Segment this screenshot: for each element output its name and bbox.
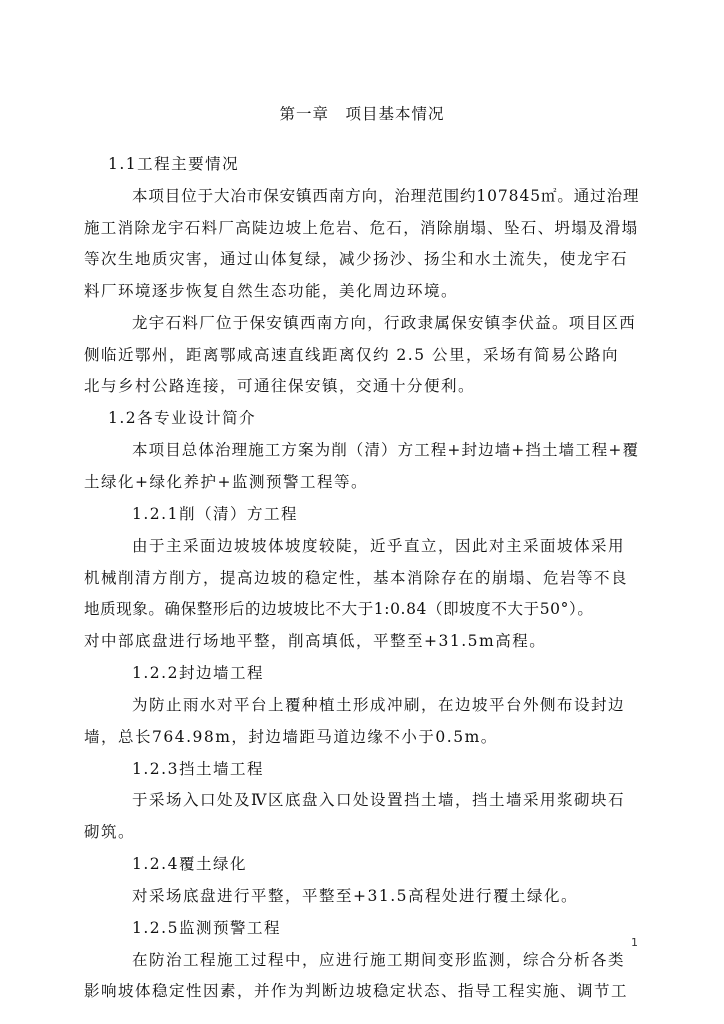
paragraph-line: 为防止雨水对平台上覆种植土形成冲刷，在边坡平台外侧布设封边 <box>132 696 626 714</box>
subsection-heading-1-2-2: 1.2.2封边墙工程 <box>132 664 264 682</box>
section-heading-1-1: 1.1工程主要情况 <box>108 155 240 173</box>
paragraph-line: 墙，总长764.98m，封边墙距马道边缘不小于0.5m。 <box>84 728 498 746</box>
paragraph-line: 本项目位于大冶市保安镇西南方向，治理范围约107845㎡。通过治理 <box>132 187 640 205</box>
paragraph-line: 等次生地质灾害，通过山体复绿，减少扬沙、扬尘和水土流失，使龙宇石 <box>84 250 629 268</box>
paragraph-line: 机械削清方削方，提高边坡的稳定性，基本消除存在的崩塌、危岩等不良 <box>84 569 629 587</box>
subsection-heading-1-2-1: 1.2.1削（清）方工程 <box>132 505 298 523</box>
paragraph-line: 由于主采面边坡坡体坡度较陡，近乎直立，因此对主采面坡体采用 <box>132 537 626 555</box>
paragraph-line: 北与乡村公路连接，可通往保安镇，交通十分便利。 <box>84 377 476 395</box>
paragraph-line: 对采场底盘进行平整，平整至+31.5高程处进行覆土绿化。 <box>132 887 579 905</box>
subsection-heading-1-2-4: 1.2.4覆土绿化 <box>132 855 247 873</box>
page-number: 1 <box>631 936 638 949</box>
section-heading-1-2: 1.2各专业设计简介 <box>108 409 257 427</box>
paragraph-line: 于采场入口处及Ⅳ区底盘入口处设置挡土墙，挡土墙采用浆砌块石 <box>132 791 625 809</box>
paragraph-line: 地质现象。确保整形后的边坡坡比不大于1:0.84（即坡度不大于50°）。 <box>84 600 594 618</box>
paragraph-line: 在防治工程施工过程中，应进行施工期间变形监测，综合分析各类 <box>132 951 626 969</box>
paragraph-line: 料厂环境逐步恢复自然生态功能，美化周边环境。 <box>84 282 459 300</box>
paragraph-line: 土绿化+绿化养护+监测预警工程等。 <box>84 473 368 491</box>
paragraph-line: 影响坡体稳定性因素，并作为判断边坡稳定状态、指导工程实施、调节工 <box>84 982 629 1000</box>
paragraph-line: 对中部底盘进行场地平整，削高填低，平整至+31.5m高程。 <box>84 632 547 650</box>
paragraph-line: 砌筑。 <box>84 823 136 841</box>
subsection-heading-1-2-3: 1.2.3挡土墙工程 <box>132 760 264 778</box>
subsection-heading-1-2-5: 1.2.5监测预警工程 <box>132 919 281 937</box>
chapter-title: 第一章 项目基本情况 <box>279 105 445 123</box>
paragraph-line: 侧临近鄂州，距离鄂咸高速直线距离仅约 2.5 公里，采场有简易公路向 <box>84 346 620 364</box>
paragraph-line: 龙宇石料厂位于保安镇西南方向，行政隶属保安镇李伏益。项目区西 <box>132 314 637 332</box>
paragraph-line: 施工消除龙宇石料厂高陡边坡上危岩、危石，消除崩塌、坠石、坍塌及滑塌 <box>84 219 639 237</box>
paragraph-line: 本项目总体治理施工方案为削（清）方工程+封边墙+挡土墙工程+覆 <box>132 441 640 459</box>
